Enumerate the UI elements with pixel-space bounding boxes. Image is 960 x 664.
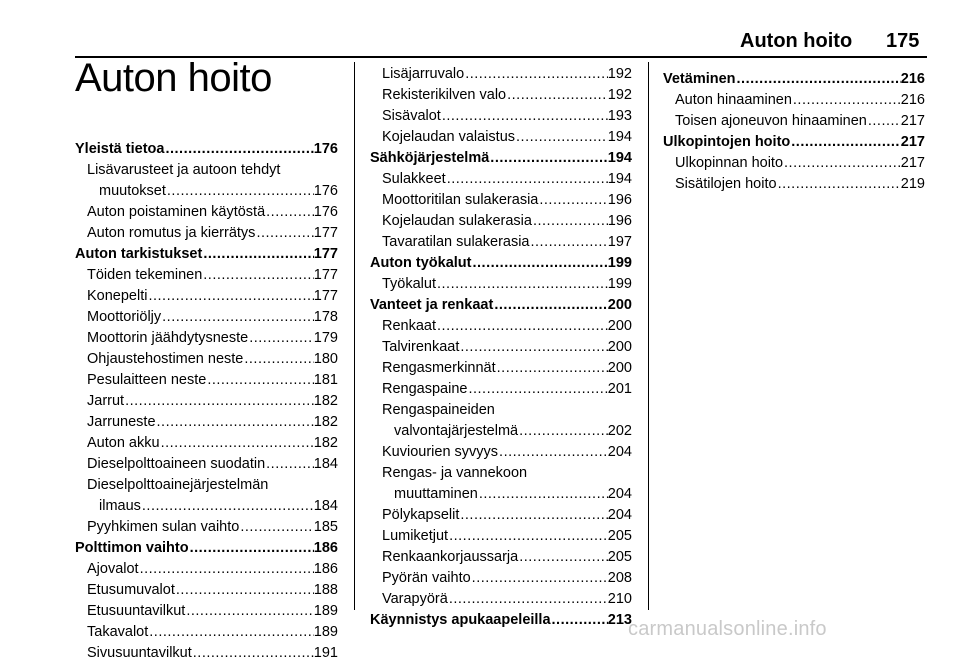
column-divider-1	[354, 62, 355, 610]
toc-entry[interactable]	[87, 601, 338, 622]
toc-entry[interactable]	[87, 223, 338, 244]
toc-entry-label: Moottoriöljy	[87, 309, 162, 325]
toc-entry-label: Auton romutus ja kierrätys	[87, 225, 256, 241]
toc-leader-dots	[867, 111, 901, 132]
toc-entry-page-number: 186	[313, 561, 338, 577]
toc-entry[interactable]	[87, 370, 338, 391]
toc-entry-label: Ulkopinnan hoito	[675, 155, 784, 171]
toc-entry-label: Rengaspaine	[382, 381, 468, 397]
toc-entry[interactable]	[382, 337, 632, 358]
toc-entry[interactable]	[87, 349, 338, 370]
toc-entry-label: Kuviourien syvyys	[382, 444, 499, 460]
toc-entry-page-number: 216	[900, 92, 925, 108]
toc-entry-label: Rengasmerkinnät	[382, 360, 496, 376]
toc-entry-page-number: 182	[313, 393, 338, 409]
toc-leader-dots	[161, 307, 314, 328]
toc-entry-page-number: 191	[313, 645, 338, 661]
toc-leader-dots	[459, 337, 607, 358]
toc-entry[interactable]	[87, 286, 338, 307]
toc-entry-page-number: 216	[900, 71, 925, 87]
toc-entry-page-number: 197	[607, 234, 632, 250]
toc-section-entry[interactable]	[75, 244, 338, 265]
toc-entry[interactable]	[87, 328, 338, 349]
toc-leader-dots	[436, 274, 608, 295]
toc-entry-page-number: 217	[900, 113, 925, 129]
column-divider-2	[648, 62, 649, 610]
toc-leader-dots	[790, 132, 901, 153]
toc-entry-label: Renkaankorjaussarja	[382, 549, 519, 565]
toc-entry-label: Konepelti	[87, 288, 148, 304]
toc-leader-dots	[436, 316, 608, 337]
toc-leader-dots	[783, 153, 901, 174]
toc-entry-page-number: 192	[607, 87, 632, 103]
toc-entry[interactable]	[99, 181, 338, 202]
toc-entry[interactable]	[382, 190, 632, 211]
toc-entry-label: Talvirenkaat	[382, 339, 460, 355]
toc-leader-dots	[538, 190, 607, 211]
toc-entry-page-number: 194	[607, 150, 632, 166]
toc-entry-page-number: 176	[313, 141, 338, 157]
toc-leader-dots	[148, 622, 314, 643]
toc-entry-label: Polttimon vaihto	[75, 540, 189, 556]
running-header-title: Auton hoito	[740, 30, 853, 52]
toc-entry-page-number: 182	[313, 435, 338, 451]
toc-entry-label: Takavalot	[87, 624, 149, 640]
toc-entry-label: Auton poistaminen käytöstä	[87, 204, 266, 220]
toc-leader-dots	[202, 265, 314, 286]
toc-leader-dots	[448, 526, 608, 547]
toc-entry[interactable]	[394, 421, 632, 442]
toc-section-entry[interactable]	[663, 132, 925, 153]
toc-entry-label: Auton työkalut	[370, 255, 472, 271]
toc-entry-label: muuttaminen	[394, 486, 478, 502]
toc-entry-label: Sulakkeet	[382, 171, 446, 187]
toc-entry-page-number: 178	[313, 309, 338, 325]
toc-leader-dots	[471, 568, 608, 589]
toc-leader-dots	[147, 286, 313, 307]
toc-entry-page-number: 192	[607, 66, 632, 82]
toc-leader-dots	[448, 589, 608, 610]
toc-entry-label: Sisävalot	[382, 108, 441, 124]
toc-section-entry[interactable]	[370, 148, 632, 169]
toc-leader-dots	[192, 643, 314, 664]
toc-leader-dots	[141, 496, 314, 517]
toc-entry[interactable]	[382, 211, 632, 232]
toc-leader-dots	[467, 379, 607, 400]
toc-entry[interactable]	[87, 265, 338, 286]
toc-leader-dots	[459, 505, 607, 526]
toc-leader-dots	[243, 349, 313, 370]
toc-leader-dots	[446, 169, 608, 190]
toc-entry-page-number: 177	[313, 267, 338, 283]
toc-leader-dots	[736, 69, 901, 90]
running-header-page-number: 175	[886, 30, 920, 52]
toc-entry[interactable]	[382, 526, 632, 547]
toc-leader-dots	[248, 328, 314, 349]
toc-leader-dots	[156, 412, 314, 433]
toc-leader-dots	[532, 211, 608, 232]
toc-entry[interactable]	[87, 412, 338, 433]
toc-entry-label: Rengas- ja vannekoon	[382, 465, 528, 481]
toc-entry[interactable]	[99, 496, 338, 517]
toc-entry-page-number: 194	[607, 171, 632, 187]
toc-entry-page-number: 213	[607, 612, 632, 628]
toc-entry-label: Pyyhkimen sulan vaihto	[87, 519, 240, 535]
toc-entry[interactable]	[675, 153, 925, 174]
toc-leader-dots	[239, 517, 313, 538]
toc-leader-dots	[206, 370, 313, 391]
toc-entry-label: Työkalut	[382, 276, 436, 292]
toc-section-entry[interactable]	[663, 69, 925, 90]
toc-leader-dots	[202, 244, 313, 265]
toc-entry-page-number: 217	[900, 134, 925, 150]
toc-leader-dots	[478, 484, 608, 505]
toc-entry-label: Ajovalot	[87, 561, 139, 577]
toc-entry-page-number: 204	[607, 444, 632, 460]
toc-entry-label: valvontajärjestelmä	[394, 423, 519, 439]
toc-entry-page-number: 196	[607, 213, 632, 229]
watermark: carmanualsonline.info	[628, 618, 827, 640]
toc-leader-dots	[792, 90, 901, 111]
toc-entry[interactable]	[382, 127, 632, 148]
toc-entry[interactable]	[382, 358, 632, 379]
toc-entry[interactable]	[382, 379, 632, 400]
toc-entry-page-number: 181	[313, 372, 338, 388]
toc-entry[interactable]	[382, 589, 632, 610]
toc-entry-page-number: 193	[607, 108, 632, 124]
toc-entry[interactable]	[382, 64, 632, 85]
toc-entry[interactable]	[87, 622, 338, 643]
toc-entry-page-number: 200	[607, 360, 632, 376]
toc-entry[interactable]	[675, 111, 925, 132]
toc-entry-page-number: 205	[607, 549, 632, 565]
toc-leader-dots	[506, 85, 608, 106]
toc-entry[interactable]	[382, 316, 632, 337]
toc-leader-dots	[255, 223, 313, 244]
toc-entry-page-number: 196	[607, 192, 632, 208]
toc-entry-label: Pölykapselit	[382, 507, 460, 523]
toc-leader-dots	[265, 454, 314, 475]
toc-entry-page-number: 177	[313, 288, 338, 304]
toc-leader-dots	[175, 580, 314, 601]
toc-entry[interactable]	[382, 463, 632, 484]
toc-entry[interactable]	[382, 232, 632, 253]
toc-entry-page-number: 199	[607, 255, 632, 271]
toc-entry-page-number: 179	[313, 330, 338, 346]
toc-entry[interactable]	[382, 274, 632, 295]
toc-entry-page-number: 194	[607, 129, 632, 145]
toc-entry-page-number: 186	[313, 540, 338, 556]
toc-entry-page-number: 204	[607, 486, 632, 502]
toc-leader-dots	[189, 538, 314, 559]
toc-leader-dots	[515, 127, 608, 148]
toc-entry-label: Pesulaitteen neste	[87, 372, 207, 388]
toc-entry-page-number: 219	[900, 176, 925, 192]
toc-entry[interactable]	[382, 400, 632, 421]
toc-leader-dots	[493, 295, 607, 316]
toc-entry-label: Vanteet ja renkaat	[370, 297, 494, 313]
toc-leader-dots	[496, 358, 608, 379]
toc-entry[interactable]	[675, 90, 925, 111]
toc-entry-label: Etusuuntavilkut	[87, 603, 186, 619]
toc-entry-label: ilmaus	[99, 498, 141, 514]
toc-entry-label: Lumiketjut	[382, 528, 449, 544]
toc-entry[interactable]	[87, 559, 338, 580]
toc-entry-page-number: 176	[313, 183, 338, 199]
toc-entry-page-number: 188	[313, 582, 338, 598]
toc-entry-label: Dieselpolttoainejärjestelmän	[87, 477, 269, 493]
toc-entry[interactable]	[382, 85, 632, 106]
page-title: Auton hoito	[75, 56, 272, 100]
toc-entry-label: Toisen ajoneuvon hinaaminen	[675, 113, 867, 129]
toc-entry-label: Sivusuuntavilkut	[87, 645, 192, 661]
toc-entry[interactable]	[382, 106, 632, 127]
toc-entry[interactable]	[87, 433, 338, 454]
toc-entry-page-number: 180	[313, 351, 338, 367]
toc-entry-page-number: 176	[313, 204, 338, 220]
toc-section-entry[interactable]	[370, 253, 632, 274]
toc-entry-label: Kojelaudan valaistus	[382, 129, 516, 145]
toc-entry[interactable]	[87, 391, 338, 412]
toc-entry[interactable]	[382, 169, 632, 190]
toc-entry[interactable]	[87, 475, 338, 496]
toc-leader-dots	[472, 253, 608, 274]
toc-entry-label: Vetäminen	[663, 71, 736, 87]
toc-entry-page-number: 201	[607, 381, 632, 397]
toc-entry-label: Yleistä tietoa	[75, 141, 165, 157]
toc-leader-dots	[166, 181, 314, 202]
toc-entry-label: Jarrut	[87, 393, 125, 409]
toc-leader-dots	[551, 610, 608, 631]
toc-entry-label: Pyörän vaihto	[382, 570, 471, 586]
toc-leader-dots	[139, 559, 314, 580]
toc-entry-page-number: 189	[313, 603, 338, 619]
toc-entry[interactable]	[382, 505, 632, 526]
toc-entry-page-number: 199	[607, 276, 632, 292]
toc-entry-page-number: 185	[313, 519, 338, 535]
toc-entry-page-number: 202	[607, 423, 632, 439]
toc-entry-page-number: 200	[607, 339, 632, 355]
toc-leader-dots	[777, 174, 901, 195]
toc-entry-label: Renkaat	[382, 318, 437, 334]
toc-entry-page-number: 204	[607, 507, 632, 523]
toc-entry-label: Sisätilojen hoito	[675, 176, 777, 192]
toc-entry-label: Tavaratilan sulakerasia	[382, 234, 530, 250]
toc-entry-page-number: 205	[607, 528, 632, 544]
toc-entry-page-number: 182	[313, 414, 338, 430]
toc-entry-label: Jarruneste	[87, 414, 156, 430]
toc-leader-dots	[498, 442, 608, 463]
toc-leader-dots	[124, 391, 314, 412]
toc-leader-dots	[464, 64, 608, 85]
toc-entry[interactable]	[87, 307, 338, 328]
toc-entry[interactable]	[382, 568, 632, 589]
toc-entry-page-number: 189	[313, 624, 338, 640]
toc-entry-page-number: 184	[313, 456, 338, 472]
toc-entry-label: Ulkopintojen hoito	[663, 134, 791, 150]
toc-entry-label: Töiden tekeminen	[87, 267, 203, 283]
toc-entry-label: Dieselpolttoaineen suodatin	[87, 456, 266, 472]
toc-section-entry[interactable]	[370, 295, 632, 316]
toc-entry-label: Ohjaustehostimen neste	[87, 351, 244, 367]
toc-entry-label: Auton tarkistukset	[75, 246, 203, 262]
toc-entry[interactable]	[87, 202, 338, 223]
toc-entry-label: Auton akku	[87, 435, 160, 451]
toc-leader-dots	[185, 601, 313, 622]
toc-entry-page-number: 200	[607, 318, 632, 334]
toc-entry[interactable]	[382, 547, 632, 568]
toc-entry[interactable]	[87, 643, 338, 664]
toc-entry-page-number: 208	[607, 570, 632, 586]
toc-entry-label: Auton hinaaminen	[675, 92, 792, 108]
toc-entry[interactable]	[87, 160, 338, 181]
toc-entry-page-number: 177	[313, 246, 338, 262]
toc-entry[interactable]	[87, 580, 338, 601]
toc-entry-page-number: 184	[313, 498, 338, 514]
toc-entry-label: Sähköjärjestelmä	[370, 150, 490, 166]
toc-entry[interactable]	[382, 442, 632, 463]
toc-entry-page-number: 210	[607, 591, 632, 607]
toc-section-entry[interactable]	[75, 139, 338, 160]
toc-entry-label: Lisäjarruvalo	[382, 66, 465, 82]
toc-leader-dots	[518, 421, 608, 442]
toc-entry-label: Moottoritilan sulakerasia	[382, 192, 539, 208]
toc-leader-dots	[265, 202, 314, 223]
toc-entry-label: Lisävarusteet ja autoon tehdyt	[87, 162, 281, 178]
toc-entry-page-number: 200	[607, 297, 632, 313]
toc-entry-page-number: 217	[900, 155, 925, 171]
toc-section-entry[interactable]	[75, 538, 338, 559]
toc-entry-label: muutokset	[99, 183, 166, 199]
toc-entry-label: Rengaspaineiden	[382, 402, 495, 418]
toc-entry-label: Kojelaudan sulakerasia	[382, 213, 532, 229]
toc-entry[interactable]	[675, 174, 925, 195]
toc-leader-dots	[489, 148, 608, 169]
toc-entry[interactable]	[394, 484, 632, 505]
toc-entry-label: Rekisterikilven valo	[382, 87, 507, 103]
toc-entry[interactable]	[87, 517, 338, 538]
toc-leader-dots	[441, 106, 608, 127]
toc-entry-label: Varapyörä	[382, 591, 448, 607]
toc-leader-dots	[164, 139, 313, 160]
toc-leader-dots	[518, 547, 608, 568]
toc-entry-label: Käynnistys apukaapeleilla	[370, 612, 551, 628]
toc-entry-label: Moottorin jäähdytysneste	[87, 330, 249, 346]
toc-leader-dots	[160, 433, 314, 454]
toc-section-entry[interactable]	[370, 610, 632, 631]
toc-entry-page-number: 177	[313, 225, 338, 241]
toc-entry[interactable]	[87, 454, 338, 475]
toc-leader-dots	[530, 232, 608, 253]
toc-entry-label: Etusumuvalot	[87, 582, 175, 598]
